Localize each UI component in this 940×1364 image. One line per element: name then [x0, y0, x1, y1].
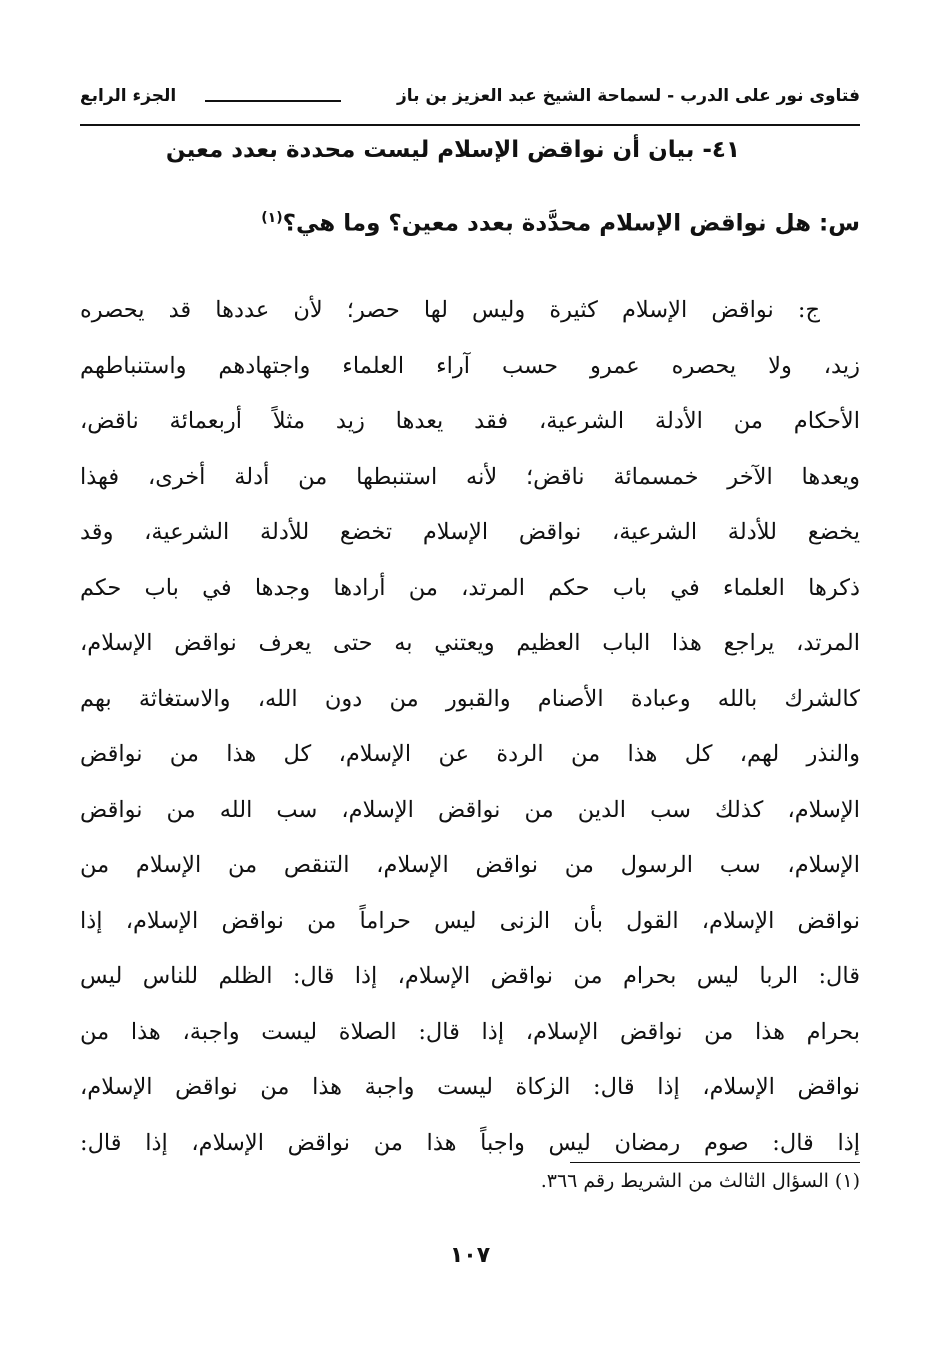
- running-header: [80, 78, 860, 118]
- header-dash-rule: [205, 100, 341, 102]
- answer-line: نواقض الإسلام، إذا قال: الزكاة ليست واجبة هذا من نواقض الإسلام،: [80, 1074, 860, 1100]
- chapter-heading: ٤١- بيان أن نواقض الإسلام ليست محددة بعدد معين: [165, 137, 740, 163]
- answer-line: زيد، ولا يحصره عمرو حسب آراء العلماء واجتهادهم واستنباطهم: [80, 352, 860, 379]
- header-divider: [80, 124, 860, 126]
- answer-line: المرتد، يراجع هذا الباب العظيم ويعتني به حتى يعرف نواقض الإسلام،: [80, 630, 860, 656]
- answer-line: الإسلام، كذلك سب الدين من نواقض الإسلام، سب الله من نواقض: [80, 796, 860, 823]
- answer-line: كالشرك بالله وعبادة الأصنام والقبور من دون الله، والاستغاثة بهم: [80, 685, 860, 712]
- answer-line: نواقض الإسلام، القول بأن الزنى ليس حراماً من نواقض الإسلام، إذا: [80, 907, 860, 934]
- answer-line: بحرام هذا من نواقض الإسلام، إذا قال: الصلاة ليست واجبة، هذا من: [80, 1018, 860, 1045]
- answer-line: قال: الربا ليس بحرام من نواقض الإسلام، إذا قال: الظلم للناس ليس: [80, 963, 860, 989]
- answer-line: الإسلام، سب الرسول من نواقض الإسلام، التنقص من الإسلام من: [80, 852, 860, 878]
- answer-line: الأحكام من الأدلة الشرعية، فقد يعدها زيد مثلاً أربعمائة ناقض،: [80, 408, 860, 434]
- answer-line: إذا قال: صوم رمضان ليس واجباً هذا من نواقض الإسلام، إذا قال:: [80, 1129, 860, 1156]
- question: [140, 210, 860, 237]
- answer-line: ذكرها العلماء في باب حكم المرتد، من أرادها وجدها في باب حكم: [80, 574, 860, 601]
- answer-line: يخضع للأدلة الشرعية، نواقض الإسلام تخضع للأدلة الشرعية، وقد: [80, 519, 860, 545]
- answer-body: [80, 283, 860, 1171]
- footnote-divider: [570, 1162, 860, 1163]
- footnote: (١) السؤال الثالث من الشريط رقم ٣٦٦.: [540, 1170, 860, 1192]
- answer-line: ويعدها الآخر خمسمائة ناقض؛ لأنه استنبطها من أدلة أخرى، فهذا: [80, 463, 860, 490]
- answer-line: والنذر لهم، كل هذا من الردة عن الإسلام، كل هذا من نواقض: [80, 741, 860, 767]
- footnote-marker: (١): [261, 210, 283, 226]
- question-text: س: هل نواقض الإسلام محدَّدة بعدد معين؟ وما هي؟: [282, 210, 860, 237]
- answer-line: ج: نواقض الإسلام كثيرة وليس لها حصر؛ لأن عددها قد يحصره: [80, 297, 820, 323]
- page-number: ١٠٧: [449, 1243, 491, 1268]
- header-title: فتاوى نور على الدرب - لسماحة الشيخ عبد العزيز بن باز: [397, 86, 860, 106]
- header-part-label: الجزء الرابع: [80, 86, 177, 106]
